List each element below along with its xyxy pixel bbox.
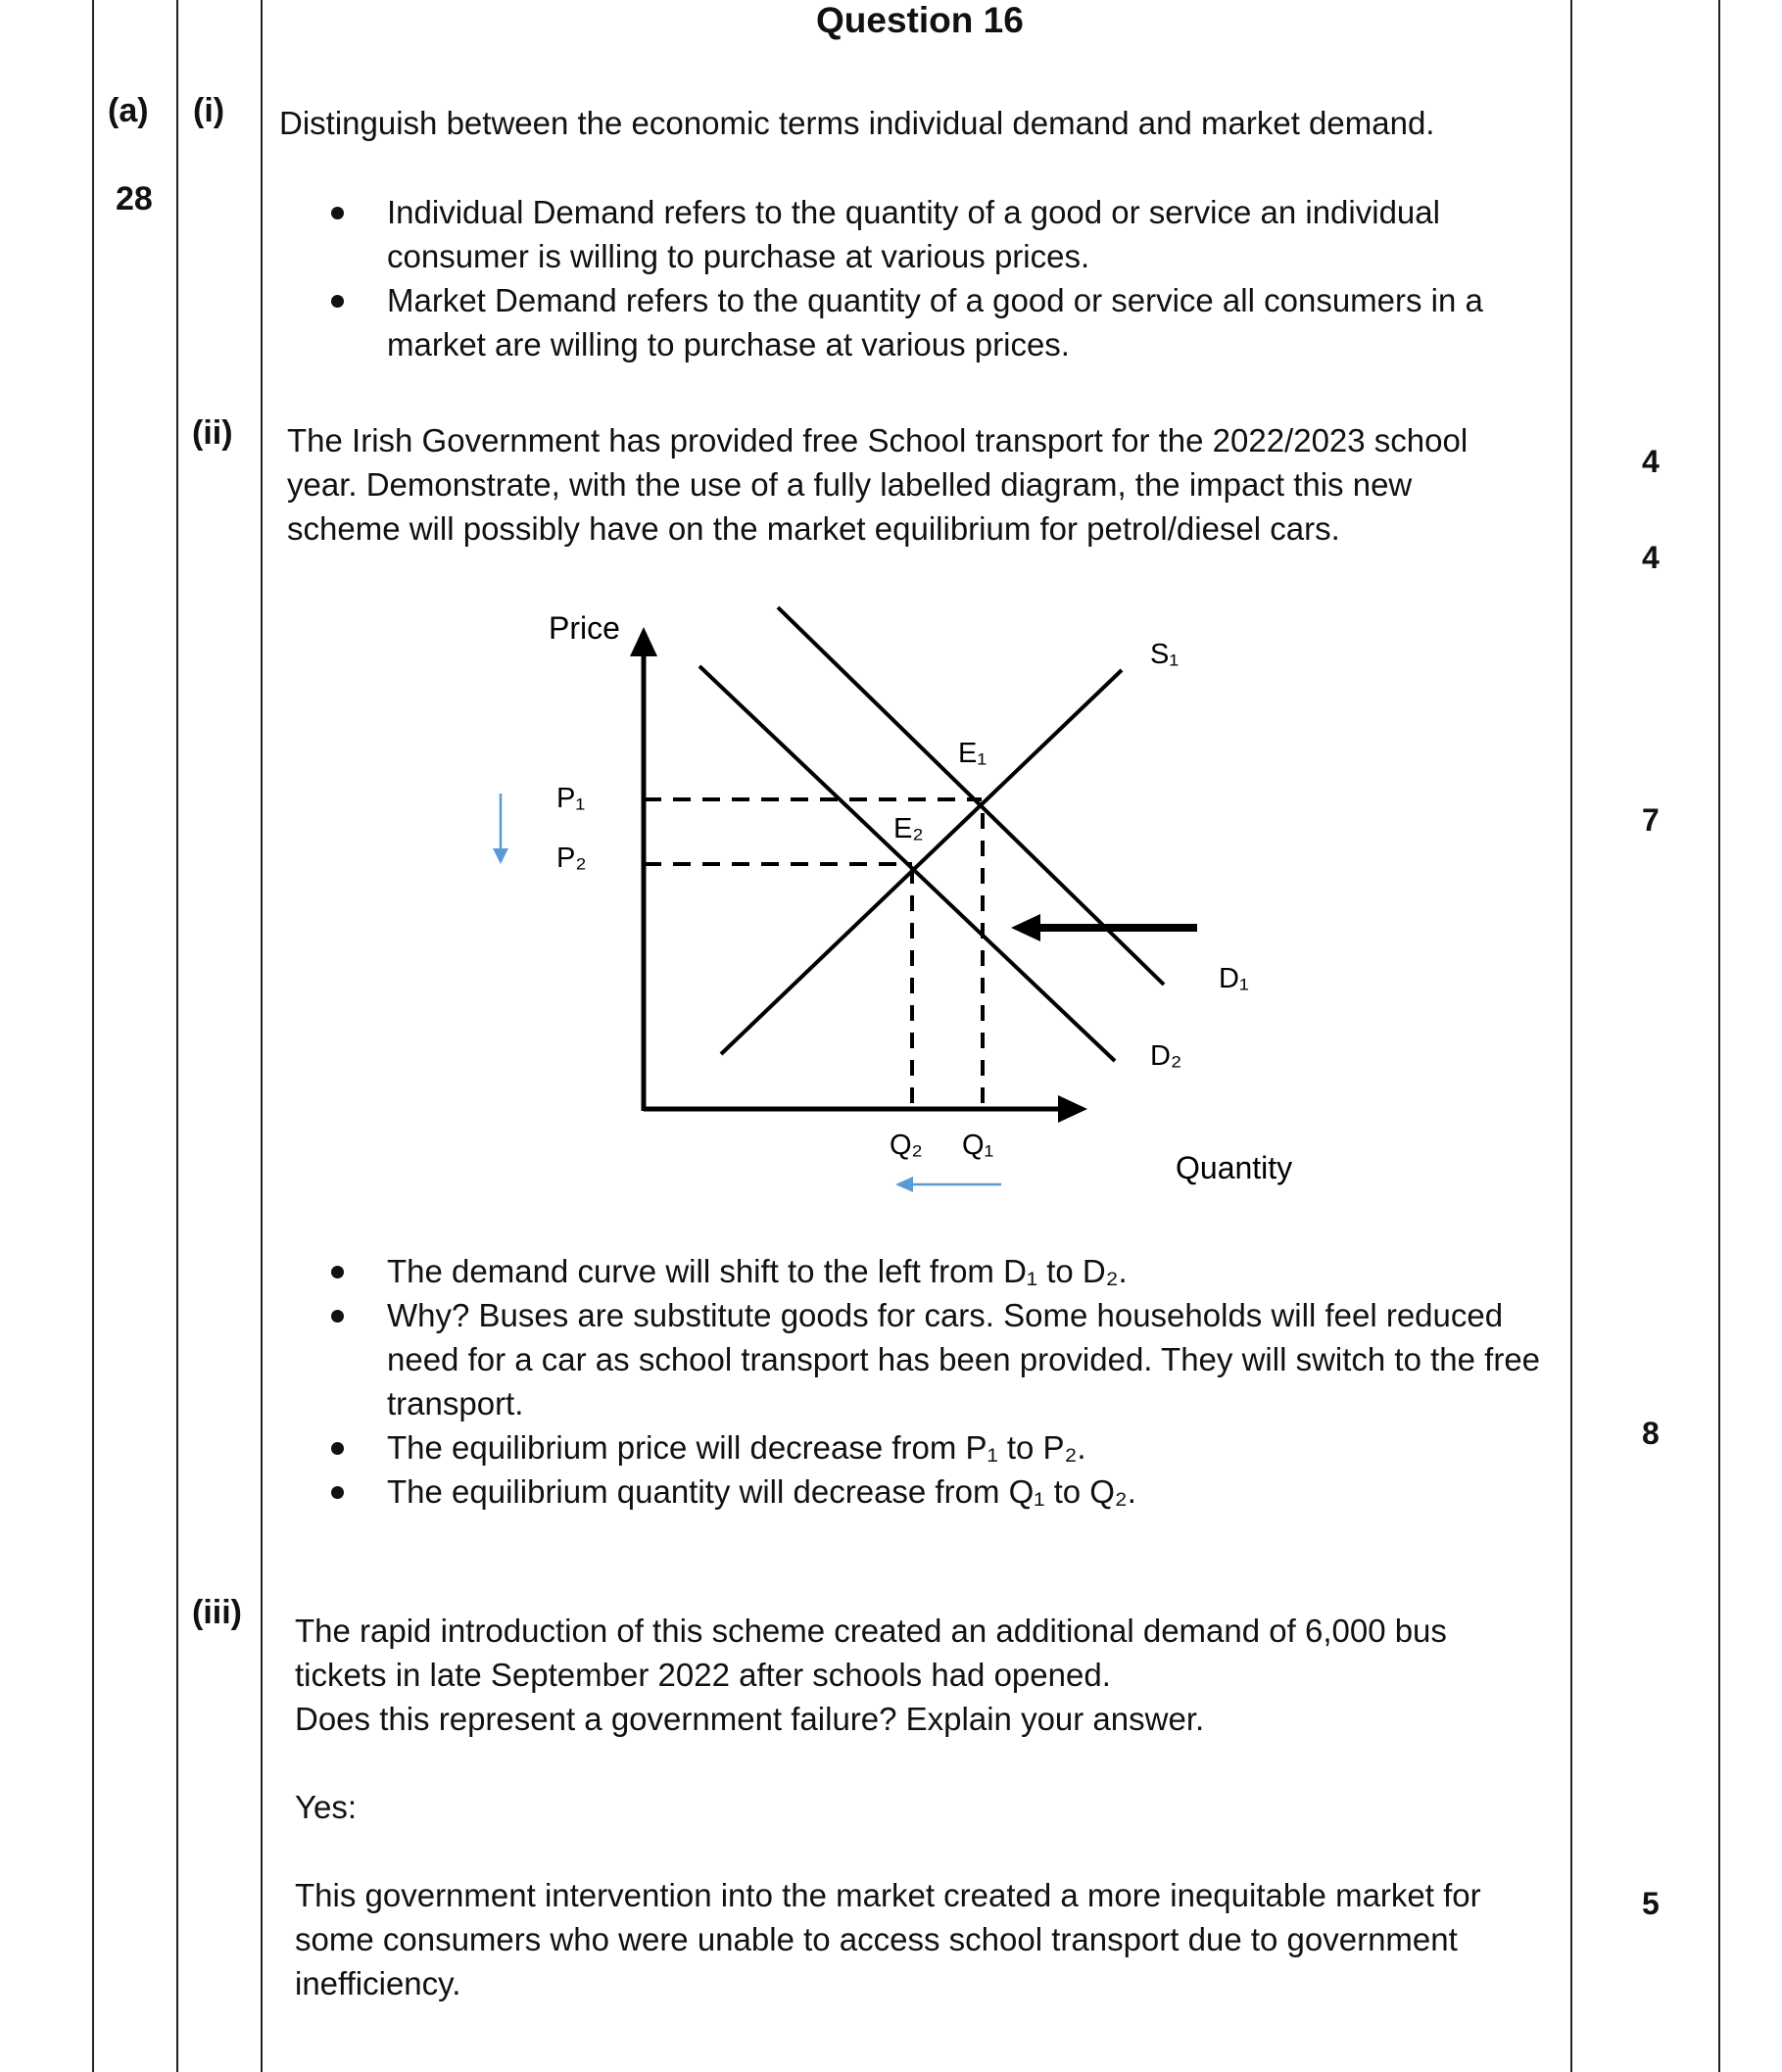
- column-divider-sub: [176, 0, 178, 2072]
- demand-d2-label: D₂: [1150, 1040, 1182, 1072]
- quantity-decrease-arrow-head: [895, 1177, 913, 1192]
- demand-d1-label: D₁: [1219, 963, 1249, 994]
- part-i-question: Distinguish between the economic terms individual demand and market demand.: [279, 105, 1435, 141]
- part-i-answers: [289, 190, 1553, 366]
- equilibrium-e1-label: E₁: [958, 738, 987, 769]
- total-marks: 28: [116, 180, 153, 217]
- mark-4: 8: [1642, 1416, 1660, 1451]
- mark-5: 5: [1642, 1886, 1660, 1921]
- mark-3: 7: [1642, 802, 1660, 838]
- y-axis-label: Price: [549, 610, 620, 646]
- part-i-answer-individual: Individual Demand refers to the quantity of a good or service an individual consumer is willing to purchase at various prices.: [289, 190, 1553, 278]
- part-label-ii: (ii): [192, 414, 233, 452]
- part-ii-answer-quantity: The equilibrium quantity will decrease from Q₁ to Q₂.: [289, 1470, 1553, 1514]
- supply-demand-diagram: [470, 588, 1332, 1215]
- part-ii-answer-shift: The demand curve will shift to the left from D₁ to D₂.: [289, 1249, 1553, 1293]
- price-decrease-arrow-head: [493, 848, 508, 864]
- mark-1: 4: [1642, 444, 1660, 479]
- column-divider-content: [261, 0, 263, 2072]
- part-iii-question-line2: Does this represent a government failure? Explain your answer.: [295, 1701, 1205, 1737]
- x-axis-label: Quantity: [1176, 1150, 1293, 1185]
- column-divider-left: [92, 0, 94, 2072]
- part-ii-answer-why: Why? Buses are substitute goods for cars. Some households will feel reduced need for a car as school transport has been provided. They will switch to the free transport.: [289, 1293, 1553, 1425]
- page-title: Question 16: [816, 0, 1024, 40]
- part-label-iii: (iii): [192, 1594, 242, 1631]
- part-iii-answer: This government intervention into the market created a more inequitable market for some consumers who were unable to access school transport due to government inefficiency.: [295, 1877, 1481, 2001]
- demand-shift-arrow-head: [1011, 914, 1040, 941]
- quantity-axis-arrowhead: [1058, 1095, 1087, 1123]
- column-divider-marks: [1570, 0, 1572, 2072]
- part-iii-question-line1: The rapid introduction of this scheme created an additional demand of 6,000 bus tickets in late September 2022 after schools had opened.: [295, 1613, 1447, 1693]
- part-label-i: (i): [193, 92, 225, 129]
- part-i-answer-market: Market Demand refers to the quantity of a good or service all consumers in a market are willing to purchase at various prices.: [289, 278, 1553, 366]
- part-ii-answer-price: The equilibrium price will decrease from P₁ to P₂.: [289, 1425, 1553, 1470]
- quantity-q2-label: Q₂: [890, 1130, 923, 1161]
- part-iii-question: [295, 1609, 1529, 1741]
- supply-label: S₁: [1150, 639, 1180, 670]
- part-label-a: (a): [108, 92, 149, 129]
- part-ii-question: The Irish Government has provided free School transport for the 2022/2023 school year. Demonstrate, with the use of a fully labelled diagram, the impact this new scheme will possibly have on the market equilibrium for petrol/diesel cars.: [287, 422, 1469, 547]
- part-ii-answers: [289, 1249, 1553, 1514]
- column-divider-right: [1718, 0, 1720, 2072]
- supply-curve-s1: [721, 670, 1122, 1054]
- price-axis-arrowhead: [630, 627, 657, 656]
- price-p2-label: P₂: [556, 843, 587, 874]
- mark-2: 4: [1642, 540, 1660, 575]
- equilibrium-e2-label: E₂: [893, 813, 924, 844]
- part-iii-answer-intro: Yes:: [295, 1789, 358, 1825]
- price-p1-label: P₁: [556, 783, 586, 814]
- quantity-q1-label: Q₁: [962, 1130, 994, 1161]
